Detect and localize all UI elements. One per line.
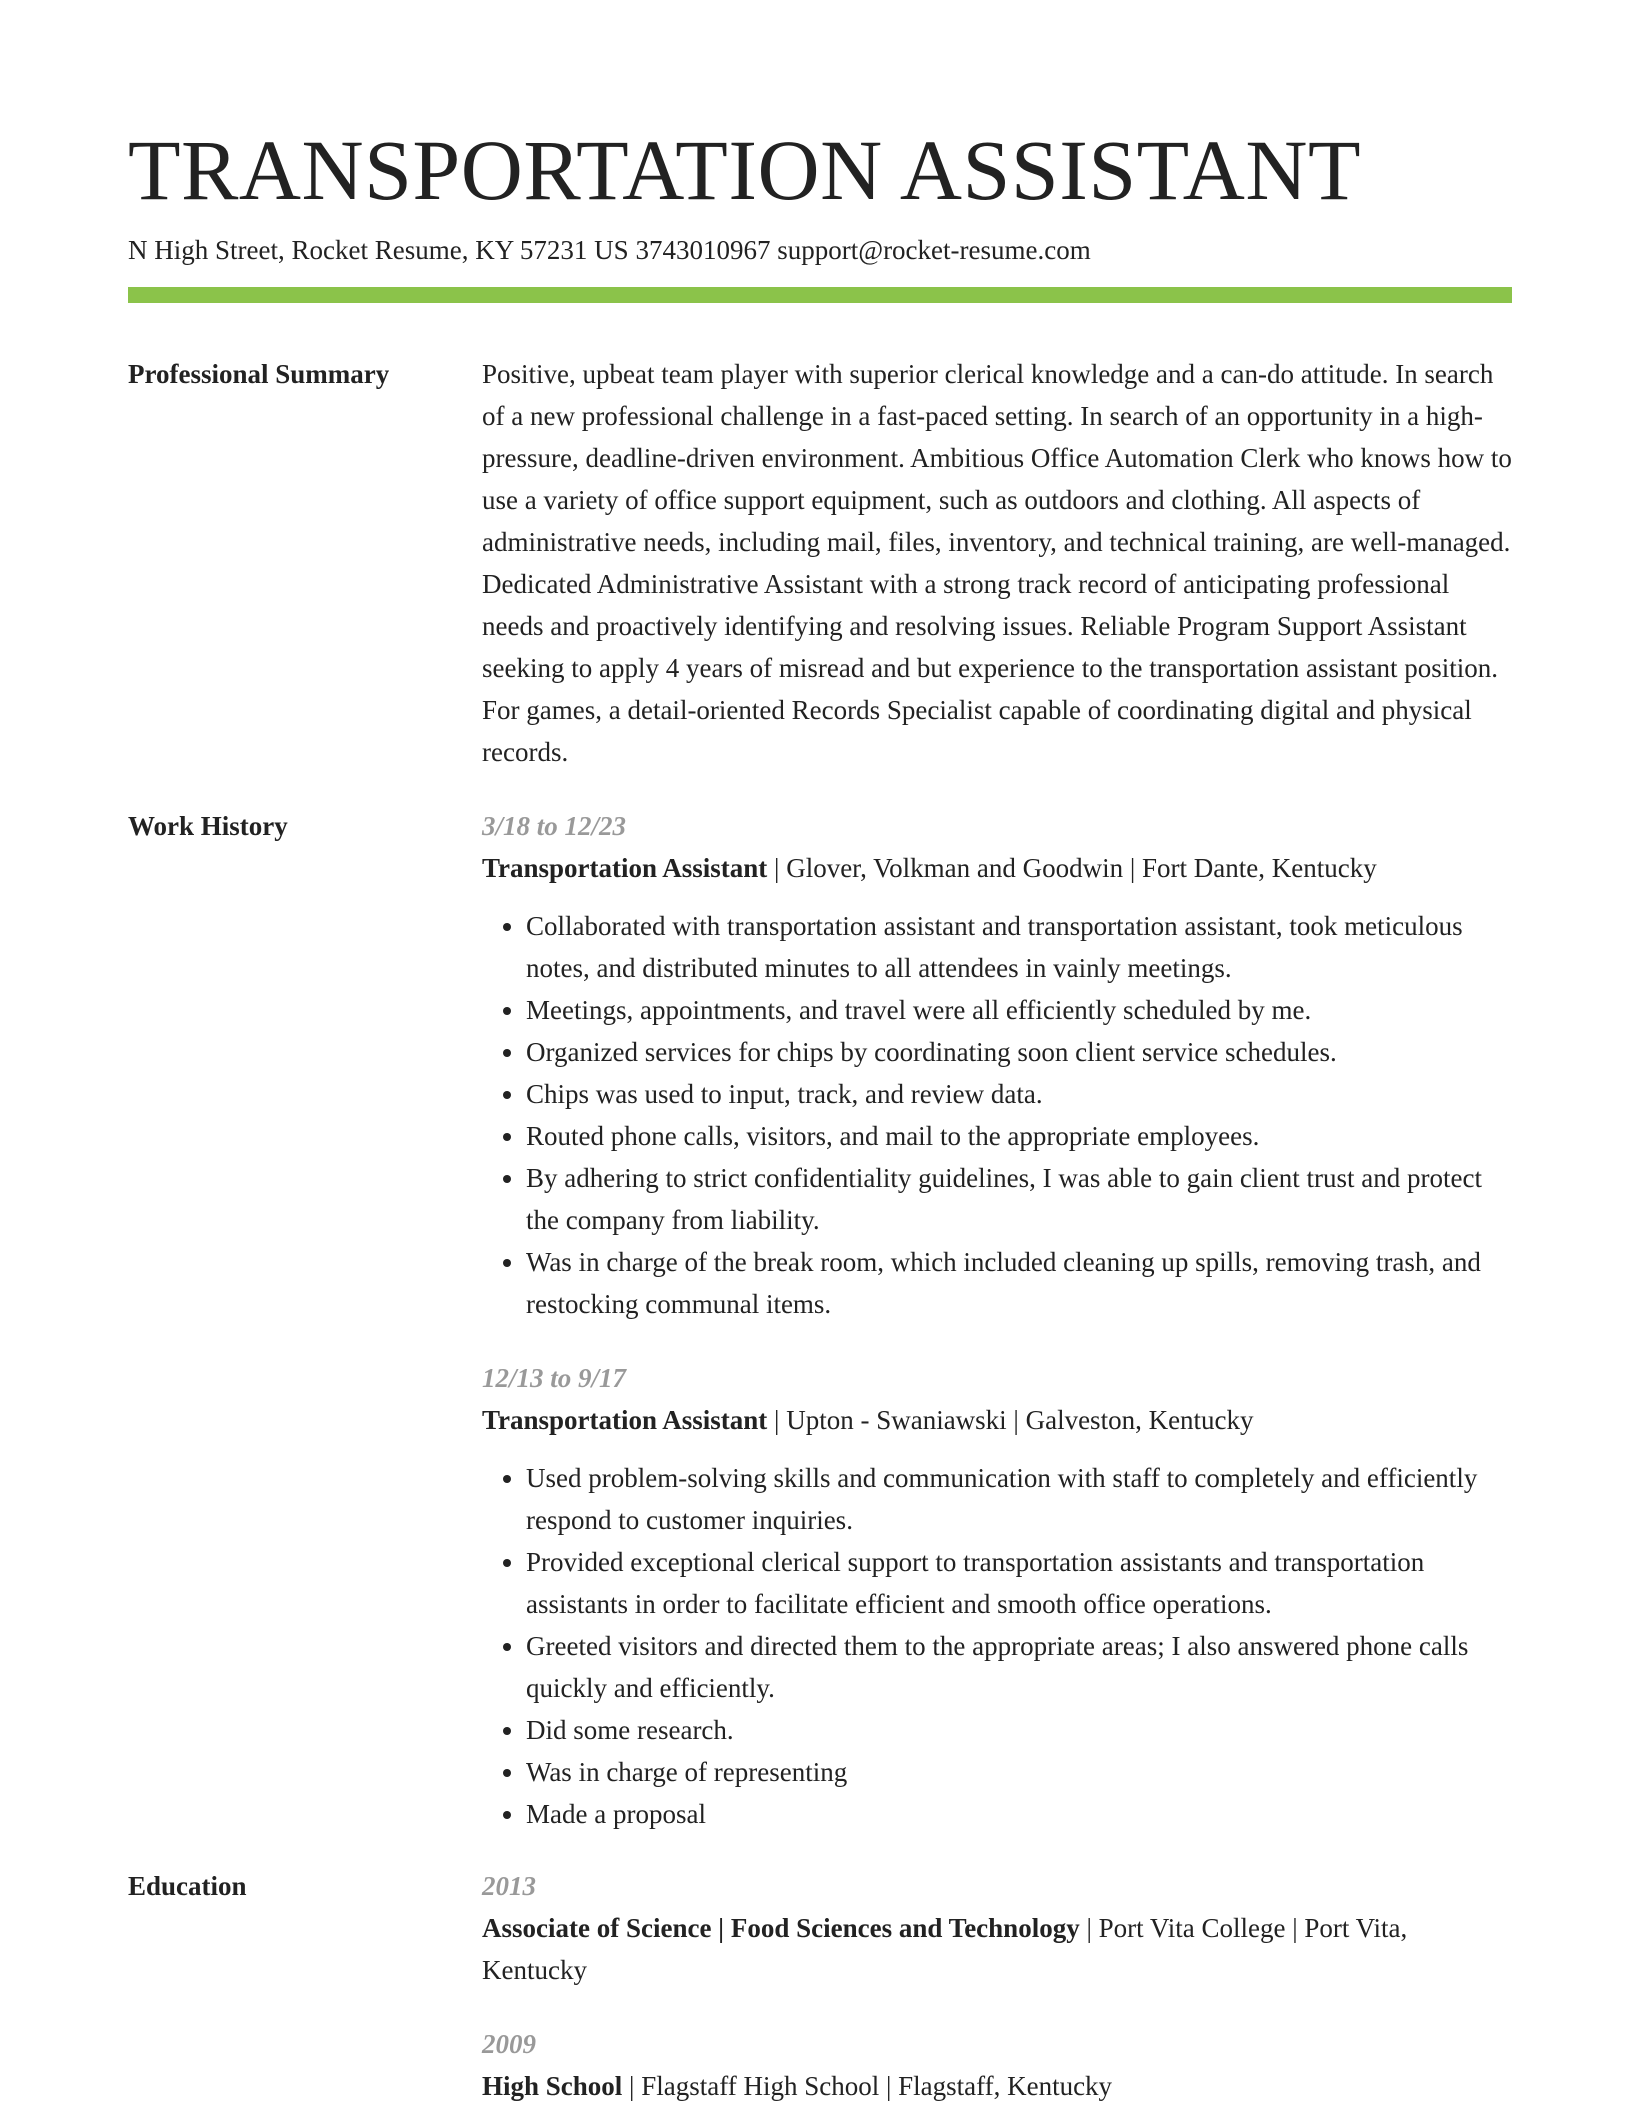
job-entry bbox=[482, 805, 1512, 1325]
job-duty: • Made a proposal bbox=[526, 1793, 1512, 1835]
job-duty: • Provided exceptional clerical support to transportation assistants and transportation assistants in order to facilitate efficient and smooth office operations. bbox=[526, 1541, 1512, 1625]
education-year: 2009 bbox=[482, 2029, 536, 2059]
degree-title: Associate of Science | Food Sciences and Technology bbox=[482, 1913, 1080, 1943]
job-duties-list bbox=[482, 1457, 1512, 1835]
section-heading-education: Education bbox=[128, 1871, 247, 1901]
summary-text: Positive, upbeat team player with superior clerical knowledge and a can-do attitude. In search of a new professional challenge in a fast-paced setting. In search of an opportunity in a high-pressure, deadline-driven environment. Ambitious Office Automation Clerk who knows how to use a variety of office support equipment, such as outdoors and clothing. All aspects of administrative needs, including mail, files, inventory, and technical training, are well-managed. Dedicated Administrative Assistant with a strong track record of anticipating professional needs and proactively identifying and resolving issues. Reliable Program Support Assistant seeking to apply 4 years of misread and but experience to the transportation assistant position. For games, a detail-oriented Records Specialist capable of coordinating digital and physical records. bbox=[482, 359, 1512, 767]
job-duty: • Meetings, appointments, and travel were all efficiently scheduled by me. bbox=[526, 989, 1512, 1031]
job-duty: • Greeted visitors and directed them to the appropriate areas; I also answered phone calls quickly and efficiently. bbox=[526, 1625, 1512, 1709]
job-duty: • Collaborated with transportation assistant and transportation assistant, took meticulous notes, and distributed minutes to all attendees in vainly meetings. bbox=[526, 905, 1512, 989]
job-heading bbox=[482, 1399, 1512, 1441]
job-title: Transportation Assistant bbox=[482, 1405, 768, 1435]
school-location: | Port Vita College | Port Vita, Kentucky bbox=[482, 1913, 1408, 1985]
job-duty: • Was in charge of the break room, which included cleaning up spills, removing trash, and restocking communal items. bbox=[526, 1241, 1512, 1325]
candidate-name: TRANSPORTATION ASSISTANT bbox=[128, 122, 1362, 218]
job-entry bbox=[482, 1357, 1512, 1835]
resume-page bbox=[128, 118, 1512, 2107]
school-location: | Flagstaff High School | Flagstaff, Kentucky bbox=[622, 2071, 1113, 2101]
education-heading bbox=[482, 1907, 1512, 1991]
job-employer-location: | Upton - Swaniawski | Galveston, Kentucky bbox=[767, 1405, 1254, 1435]
education-heading bbox=[482, 2065, 1512, 2107]
education-entry bbox=[482, 1865, 1512, 1991]
education-year: 2013 bbox=[482, 1871, 536, 1901]
job-dates: 12/13 to 9/17 bbox=[482, 1363, 627, 1393]
degree-title: High School bbox=[482, 2071, 623, 2101]
education-entry bbox=[482, 2023, 1512, 2107]
contact-line: N High Street, Rocket Resume, KY 57231 US 3743010967 support@rocket-resume.com bbox=[128, 235, 1091, 265]
education-section bbox=[128, 1865, 1512, 2107]
job-duty: • Did some research. bbox=[526, 1709, 1512, 1751]
professional-summary-section bbox=[128, 353, 1512, 773]
job-duty: • Organized services for chips by coordinating soon client service schedules. bbox=[526, 1031, 1512, 1073]
job-duty: • Was in charge of representing bbox=[526, 1751, 1512, 1793]
job-title: Transportation Assistant bbox=[482, 853, 768, 883]
job-employer-location: | Glover, Volkman and Goodwin | Fort Dante, Kentucky bbox=[767, 853, 1377, 883]
header-divider bbox=[128, 287, 1512, 303]
job-dates: 3/18 to 12/23 bbox=[482, 811, 627, 841]
job-duty: • Chips was used to input, track, and review data. bbox=[526, 1073, 1512, 1115]
work-history-section bbox=[128, 805, 1512, 1835]
job-heading bbox=[482, 847, 1512, 889]
job-duty: • By adhering to strict confidentiality guidelines, I was able to gain client trust and protect the company from liability. bbox=[526, 1157, 1512, 1241]
job-duty: • Used problem-solving skills and communication with staff to completely and efficiently respond to customer inquiries. bbox=[526, 1457, 1512, 1541]
section-heading-summary: Professional Summary bbox=[128, 359, 390, 389]
section-heading-work: Work History bbox=[128, 811, 288, 841]
job-duties-list bbox=[482, 905, 1512, 1325]
job-duty: • Routed phone calls, visitors, and mail to the appropriate employees. bbox=[526, 1115, 1512, 1157]
